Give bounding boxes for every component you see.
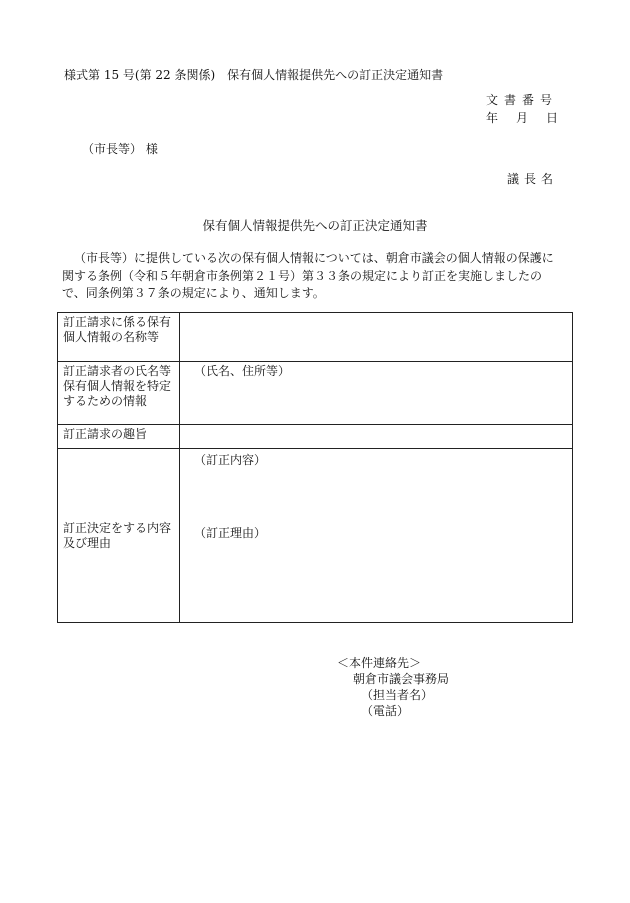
table-row xyxy=(58,362,573,425)
contact-office: 朝倉市議会事務局 xyxy=(353,672,450,686)
row-label: 訂正請求者の氏名等保有個人情報を特定するための情報 xyxy=(58,362,180,425)
addressee: （市長等） 様 xyxy=(82,142,158,156)
row-value xyxy=(180,425,573,449)
table-row xyxy=(58,425,573,449)
contact-phone: （電話） xyxy=(361,704,410,718)
table-row xyxy=(58,313,573,362)
contact-person: （担当者名） xyxy=(361,688,434,702)
row-label: 訂正決定をする内容及び理由 xyxy=(58,449,180,623)
row-value xyxy=(180,449,573,623)
chair-name: 議長名 xyxy=(506,172,558,186)
row-value xyxy=(180,362,573,425)
body-paragraph: （市長等）に提供している次の保有個人情報については、朝倉市議会の個人情報の保護に関する条例（令和５年朝倉市条例第２１号）第３３条の規定により訂正を実施しましたので、同条例第３７条の規定により、通知します。 xyxy=(62,251,554,300)
correction-content-note: （訂正内容） xyxy=(194,453,267,467)
notice-table xyxy=(57,312,573,623)
contact-heading: ＜本件連絡先＞ xyxy=(337,656,422,670)
row-value-note: （氏名、住所等） xyxy=(194,364,291,378)
row-label: 訂正請求に係る保有個人情報の名称等 xyxy=(58,313,180,362)
date-year: 年 xyxy=(485,111,498,125)
correction-reason-note: （訂正理由） xyxy=(194,526,267,540)
date-line xyxy=(468,112,558,124)
form-number-heading: 様式第 15 号(第 22 条関係) 保有個人情報提供先への訂正決定通知書 xyxy=(64,68,444,82)
date-month: 月 xyxy=(515,111,528,125)
document-title: 保有個人情報提供先への訂正決定通知書 xyxy=(202,218,428,233)
document-number: 文書番号 xyxy=(485,93,558,107)
date-day: 日 xyxy=(545,111,558,125)
row-label: 訂正請求の趣旨 xyxy=(58,425,180,449)
table-row xyxy=(58,449,573,623)
contact-block xyxy=(337,655,449,719)
row-value xyxy=(180,313,573,362)
